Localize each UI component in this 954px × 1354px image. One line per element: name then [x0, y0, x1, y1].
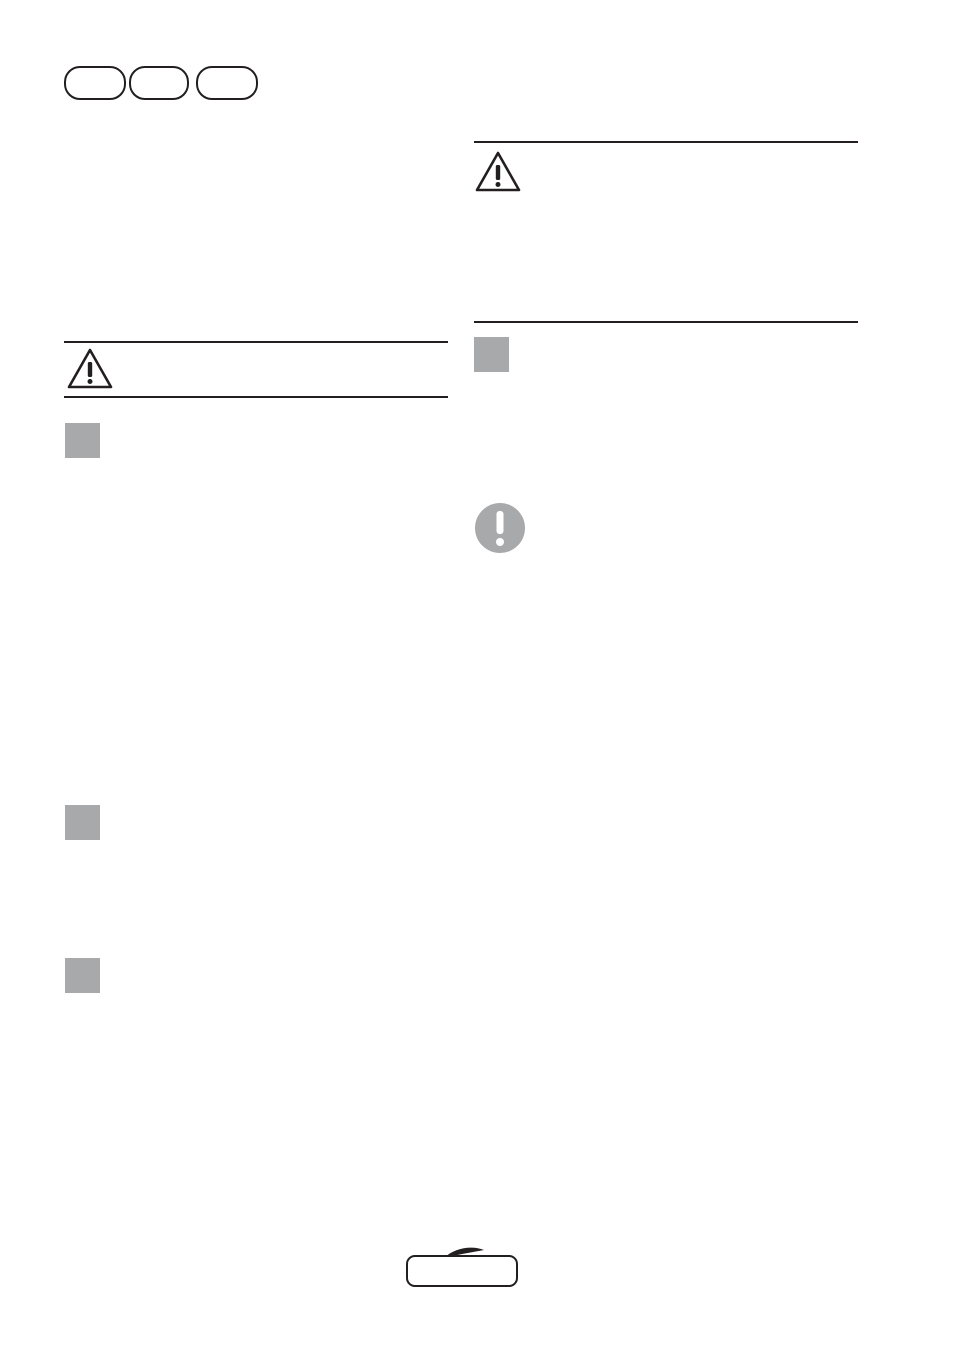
figure-marker-r: [65, 805, 100, 840]
badge-ch: [196, 66, 258, 100]
exclamation-notice-icon: [474, 502, 526, 554]
badge-de: [64, 66, 126, 100]
badge-at: [129, 66, 189, 100]
figure-marker-q: [65, 423, 100, 458]
section-marker-o: [474, 337, 509, 372]
left-warning-bottom-rule: [64, 396, 448, 398]
left-warning-top-rule: [64, 341, 448, 343]
florabest-logo: [406, 1246, 518, 1286]
warning-triangle-icon: [66, 347, 114, 391]
figure-marker-s: [65, 958, 100, 993]
warning-triangle-icon: [474, 150, 522, 194]
right-warning-top-rule: [474, 141, 858, 143]
right-warning-bottom-rule: [474, 321, 858, 323]
logo-box: [406, 1255, 518, 1287]
